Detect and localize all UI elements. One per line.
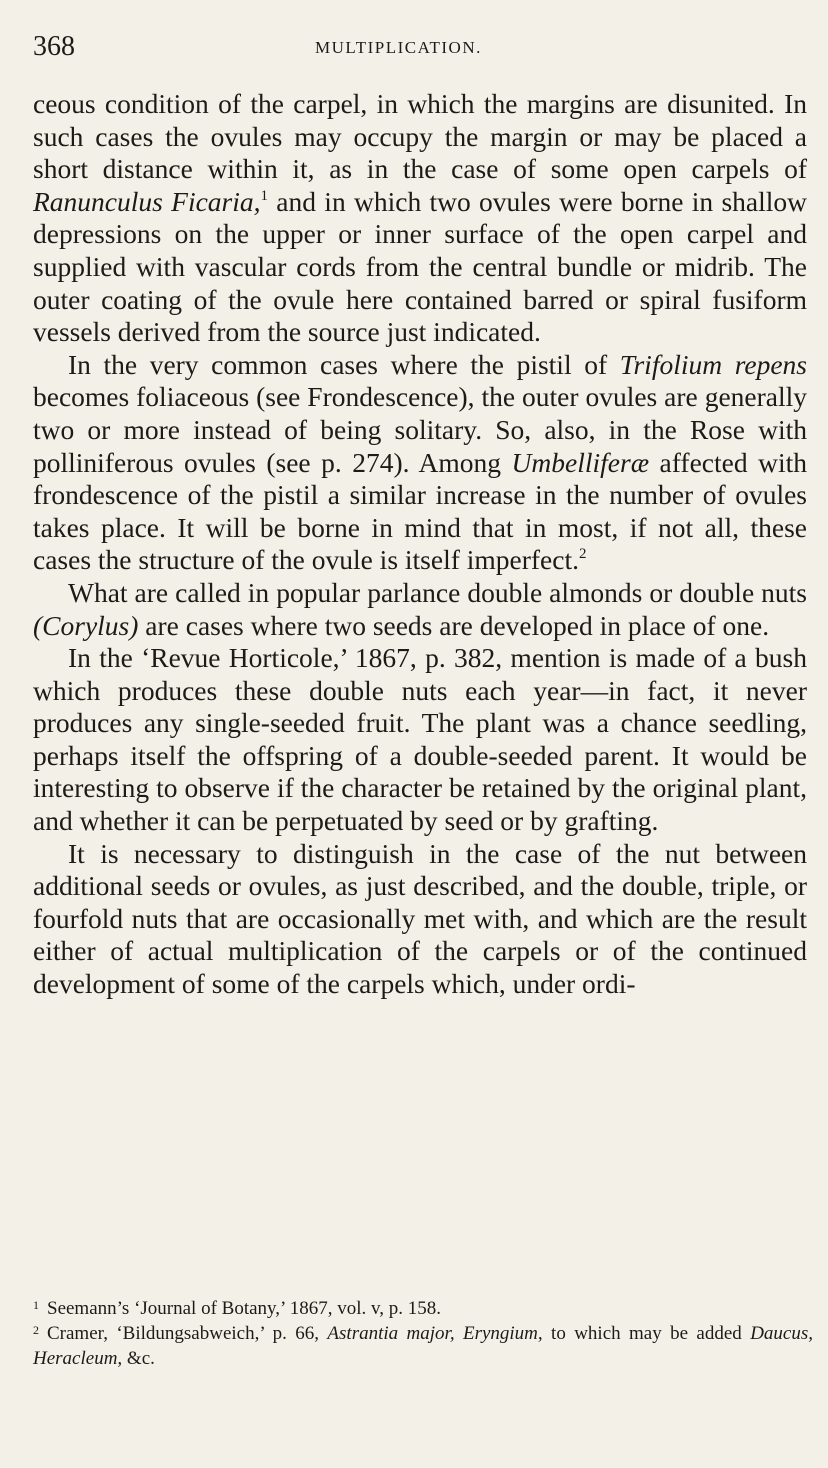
- footnote-mark: 2: [33, 1323, 39, 1337]
- italic-run: Astrantia major, Eryngium,: [327, 1323, 543, 1344]
- text-run: It is necessary to distinguish in the case of the nut between additional seeds or ovules, as just described, and the double, triple, or fourfold nuts that are occasionally met with, and which are the result either of actual multiplication of the carpels or of the continued development of some of the carpels which, under ordi-: [33, 837, 807, 1000]
- footnote-1: [33, 1296, 813, 1321]
- italic-run: Daucus, Heracleum,: [33, 1323, 813, 1369]
- paragraph-3: [33, 577, 807, 642]
- running-head: MULTIPLICATION.: [315, 38, 482, 57]
- paragraph-1: [33, 88, 807, 349]
- paragraph-5: [33, 838, 807, 1001]
- text-run: becomes foliaceous (see Frondescence), the outer ovules are generally two or more instead of being solitary. So, also, in the Rose with polliniferous ovules (see p. 274). Among: [33, 381, 807, 478]
- italic-run: (Corylus): [33, 609, 139, 641]
- footnote-text: Seemann’s ‘Journal of Botany,’ 1867, vol. v, p. 158.: [47, 1298, 442, 1319]
- footnote-text: to which may be added: [542, 1323, 751, 1344]
- text-run: are cases where two seeds are developed in place of one.: [138, 609, 770, 641]
- body-text: [33, 88, 807, 1001]
- footnote-ref: 1: [260, 187, 269, 204]
- footnote-ref: 2: [579, 546, 587, 563]
- text-run: and in which two ovules were borne in shallow depressions on the upper or inner surface of the open carpel and supplied with vascular cords from the central bundle or midrib. The outer coating of the ovule here contained barred or spiral fusiform vessels derived from the source just indicated.: [33, 185, 807, 348]
- footnote-text: &c.: [122, 1348, 155, 1369]
- page-header: [33, 30, 806, 66]
- footnote-mark: 1: [33, 1298, 39, 1312]
- text-run: In the ‘Revue Horticole,’ 1867, p. 382, mention is made of a bush which produces these double nuts each year—in fact, it never produces any single-seeded fruit. The plant was a chance seedling, perhaps itself the offspring of a double-seeded parent. It would be interesting to observe if the character be retained by the original plant, and whether it can be perpetuated by seed or by grafting.: [33, 642, 807, 837]
- footnote-2: [33, 1321, 813, 1371]
- paragraph-2: [33, 349, 807, 577]
- italic-run: Ranunculus Ficaria,: [33, 185, 261, 217]
- italic-run: Trifolium repens: [619, 348, 807, 380]
- text-run: affected with frondescence of the pistil a similar increase in the number of ovules takes place. It will be borne in mind that in most, if not all, these cases the structure of the ovule is itself imperfect.: [33, 446, 807, 576]
- text-run: In the very common cases where the pistil of: [68, 348, 620, 380]
- italic-run: Umbelliferæ: [511, 446, 650, 478]
- paragraph-4: [33, 642, 807, 838]
- text-run: What are called in popular parlance double almonds or double nuts: [68, 576, 807, 608]
- footnote-text: Cramer, ‘Bildungsabweich,’ p. 66,: [47, 1323, 328, 1344]
- footnotes: [33, 1296, 813, 1371]
- text-run: ceous condition of the carpel, in which the margins are disunited. In such cases the ovules may occupy the margin or may be placed a short distance within it, as in the case of some open carpels of: [33, 88, 807, 185]
- page-number: 368: [33, 31, 75, 62]
